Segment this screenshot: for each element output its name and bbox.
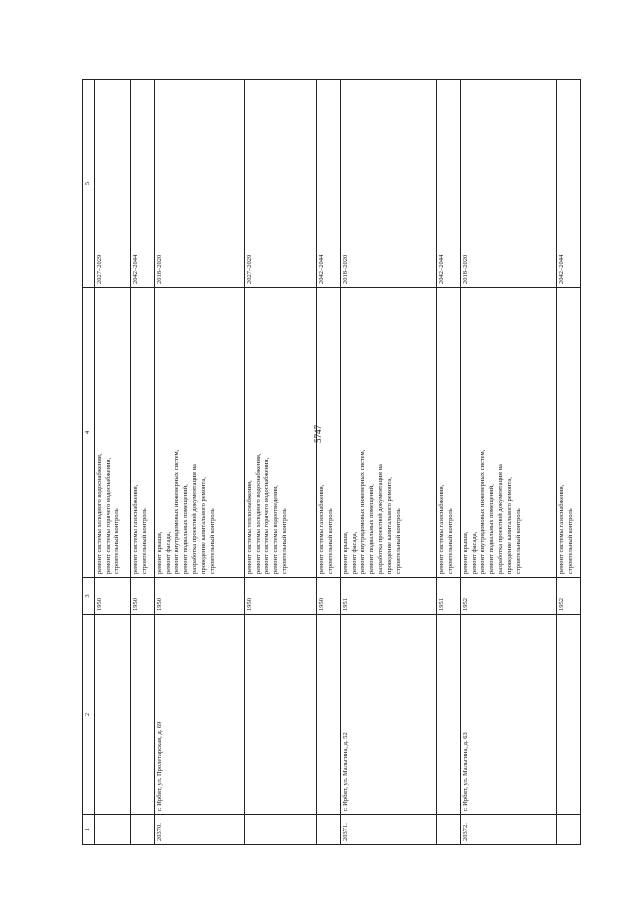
table-row — [460, 80, 556, 845]
work-line: проведение капитального ремонта, — [385, 477, 393, 574]
works-cell — [130, 288, 154, 578]
period-cell: 2042–2044 — [316, 80, 340, 288]
work-line: строительный контроль — [140, 508, 148, 574]
address-cell: г. Ирбит, ул. Пролетарская, д. 69 — [154, 615, 244, 815]
table-row — [436, 80, 460, 845]
work-line: строительный контроль — [280, 508, 288, 574]
work-line: строительный контроль — [446, 508, 454, 574]
row-number-cell — [130, 815, 154, 845]
work-line: ремонт фасада, — [470, 531, 478, 574]
work-line: строительный контроль — [394, 508, 402, 574]
row-number-cell — [556, 815, 580, 845]
period-cell: 2018–2020 — [340, 80, 436, 288]
column-number-row — [83, 80, 95, 845]
address-cell — [316, 615, 340, 815]
period-cell: 2042–2044 — [556, 80, 580, 288]
period-cell: 2027–2029 — [244, 80, 316, 288]
build-year-cell: 1950 — [130, 578, 154, 615]
table-row — [244, 80, 316, 845]
build-year-cell: 1950 — [244, 578, 316, 615]
row-number-cell — [244, 815, 316, 845]
work-line: ремонт системы водоотведения, — [272, 485, 280, 574]
works-cell — [316, 288, 340, 578]
address-cell — [556, 615, 580, 815]
work-line: разработка проектной документации на — [496, 464, 504, 574]
works-cell — [154, 288, 244, 578]
row-number-cell: 20371. — [340, 815, 436, 845]
work-line: ремонт системы холодного водоснабжения, — [95, 453, 103, 574]
work-line: ремонт крыши, — [341, 531, 349, 574]
work-line: ремонт внутридомовых инженерных систем, — [359, 449, 367, 574]
build-year-cell: 1952 — [460, 578, 556, 615]
address-cell — [94, 615, 130, 815]
address-cell: г. Ирбит, ул. Мальгина, д. 52 — [340, 615, 436, 815]
work-line: строительный контроль — [113, 508, 121, 574]
column-number-4: 4 — [83, 288, 95, 578]
table-row — [316, 80, 340, 845]
address-cell: г. Ирбит, ул. Мальгина, д. 63 — [460, 615, 556, 815]
work-line: ремонт фасада, — [164, 531, 172, 574]
column-number-5: 5 — [83, 80, 95, 288]
work-line: ремонт крыши, — [461, 531, 469, 574]
works-cell — [244, 288, 316, 578]
column-number-1: 1 — [83, 815, 95, 845]
row-number-cell: 20370. — [154, 815, 244, 845]
works-cell — [436, 288, 460, 578]
work-line: ремонт системы горячего водоснабжения, — [263, 457, 271, 574]
build-year-cell: 1950 — [316, 578, 340, 615]
work-line: ремонт фасада, — [350, 531, 358, 574]
work-line: ремонт подвальных помещений, — [488, 484, 496, 574]
address-cell — [436, 615, 460, 815]
work-line: строительный контроль — [514, 508, 522, 574]
table-row — [556, 80, 580, 845]
period-cell: 2042–2044 — [130, 80, 154, 288]
work-line: ремонт системы газоснабжения, — [437, 484, 445, 574]
work-line: строительный контроль — [326, 508, 334, 574]
work-line: строительный контроль — [566, 508, 574, 574]
work-line: ремонт подвальных помещений, — [182, 484, 190, 574]
period-cell: 2042–2044 — [436, 80, 460, 288]
work-line: ремонт системы газоснабжения, — [317, 484, 325, 574]
row-number-cell — [316, 815, 340, 845]
work-line: ремонт внутридомовых инженерных систем, — [173, 449, 181, 574]
address-cell — [130, 615, 154, 815]
period-cell: 2018–2020 — [460, 80, 556, 288]
works-cell — [556, 288, 580, 578]
table-row — [154, 80, 244, 845]
column-number-3: 3 — [83, 578, 95, 615]
work-line: ремонт системы газоснабжения, — [557, 484, 565, 574]
repair-schedule-table — [82, 79, 581, 845]
work-line: ремонт системы горячего водоснабжения, — [104, 457, 112, 574]
works-cell — [340, 288, 436, 578]
build-year-cell: 1951 — [436, 578, 460, 615]
page-number: 5747 — [313, 425, 323, 443]
build-year-cell: 1950 — [94, 578, 130, 615]
works-cell — [94, 288, 130, 578]
work-line: проведение капитального ремонта, — [199, 477, 207, 574]
period-cell: 2027–2029 — [94, 80, 130, 288]
period-cell: 2018–2020 — [154, 80, 244, 288]
row-number-cell — [436, 815, 460, 845]
repair-schedule-table-container — [82, 80, 574, 845]
work-line: ремонт системы газоснабжения, — [131, 484, 139, 574]
build-year-cell: 1952 — [556, 578, 580, 615]
build-year-cell: 1950 — [154, 578, 244, 615]
row-number-cell: 20372. — [460, 815, 556, 845]
work-line: разработка проектной документации на — [190, 464, 198, 574]
work-line: ремонт внутридомовых инженерных систем, — [479, 449, 487, 574]
work-line: разработка проектной документации на — [376, 464, 384, 574]
address-cell — [244, 615, 316, 815]
work-line: проведение капитального ремонта, — [505, 477, 513, 574]
build-year-cell: 1951 — [340, 578, 436, 615]
work-line: ремонт подвальных помещений, — [368, 484, 376, 574]
row-number-cell — [94, 815, 130, 845]
works-cell — [460, 288, 556, 578]
work-line: строительный контроль — [208, 508, 216, 574]
column-number-2: 2 — [83, 615, 95, 815]
work-line: ремонт системы холодного водоснабжения, — [254, 453, 262, 574]
table-row — [130, 80, 154, 845]
work-line: ремонт крыши, — [155, 531, 163, 574]
table-row — [340, 80, 436, 845]
table-row — [94, 80, 130, 845]
work-line: ремонт системы теплоснабжения, — [245, 480, 253, 574]
